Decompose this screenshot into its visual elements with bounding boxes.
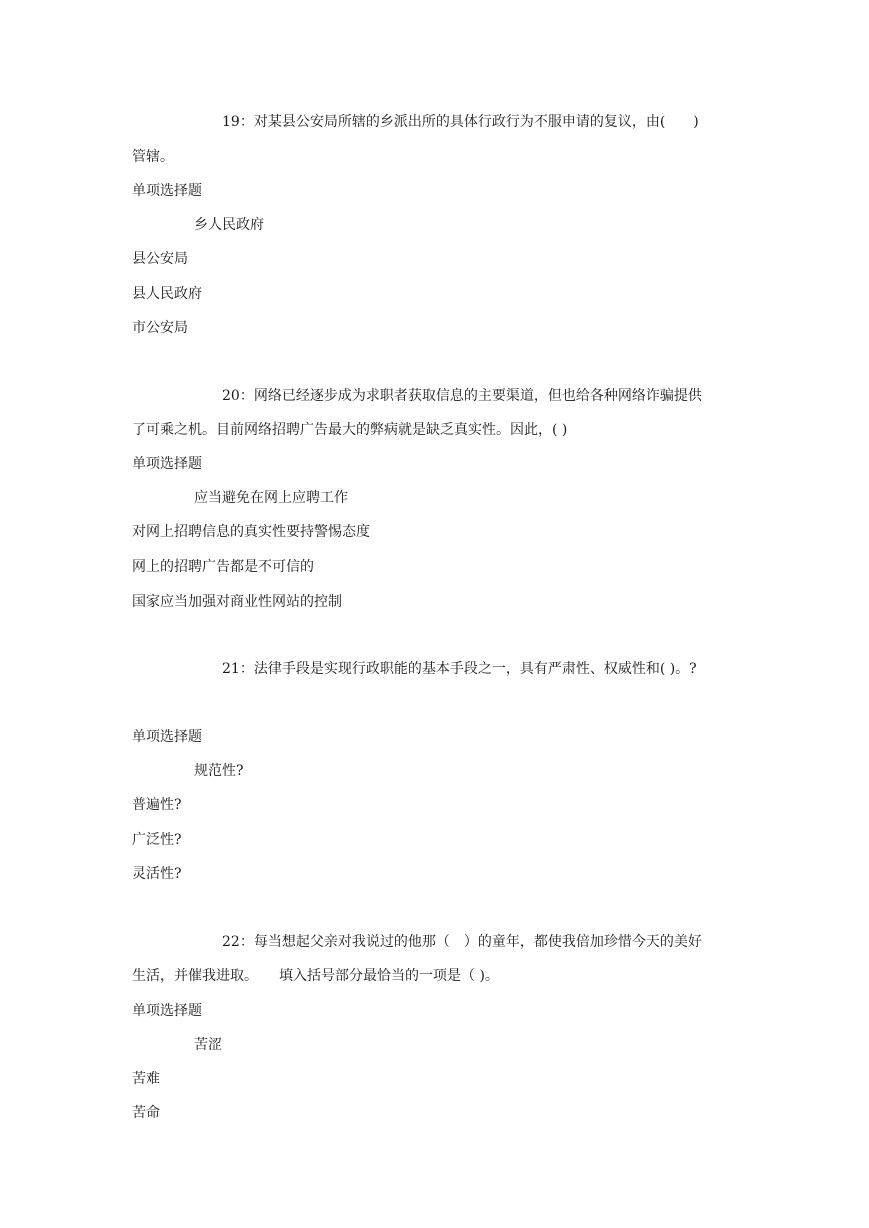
question-19-stem-line-2: 管辖。 [132,149,174,165]
question-20-option-a: 应当避免在网上应聘工作 [194,490,348,506]
question-19-option-b: 县公安局 [132,251,188,267]
question-22-stem-line-1: 22：每当想起父亲对我说过的他那（ ）的童年，都使我倍加珍惜今天的美好 [222,934,702,950]
question-19-type: 单项选择题 [132,183,202,199]
question-19-option-d: 市公安局 [132,320,188,336]
question-21-option-c: 广泛性? [132,832,182,848]
question-20-option-c: 网上的招聘广告都是不可信的 [132,559,314,575]
question-20-stem-line-1: 20：网络已经逐步成为求职者获取信息的主要渠道，但也给各种网络诈骗提供 [222,388,702,404]
question-19-option-c: 县人民政府 [132,286,202,302]
question-21-type: 单项选择题 [132,729,202,745]
question-22-option-b: 苦难 [132,1071,160,1087]
question-21-option-d: 灵活性? [132,866,182,882]
question-19-stem-line-1: 19：对某县公安局所辖的乡派出所的具体行政行为不服申请的复议，由( ) [222,114,699,130]
question-22-type: 单项选择题 [132,1003,202,1019]
question-20-option-d: 国家应当加强对商业性网站的控制 [132,594,342,610]
question-20-stem-line-2: 了可乘之机。目前网络招聘广告最大的弊病就是缺乏真实性。因此，( ) [132,422,568,438]
question-22-stem-line-2: 生活，并催我进取。 填入括号部分最恰当的一项是（ )。 [132,968,499,984]
question-21-option-b: 普遍性? [132,797,182,813]
question-19-option-a: 乡人民政府 [194,217,264,233]
question-21-stem-line-1: 21：法律手段是实现行政职能的基本手段之一，具有严肃性、权威性和( )。? [222,661,697,677]
question-22-option-c: 苦命 [132,1105,160,1121]
question-20-type: 单项选择题 [132,456,202,472]
question-22-option-a: 苦涩 [194,1037,222,1053]
question-21-option-a: 规范性? [194,763,244,779]
question-20-option-b: 对网上招聘信息的真实性要持警惕态度 [132,524,370,540]
